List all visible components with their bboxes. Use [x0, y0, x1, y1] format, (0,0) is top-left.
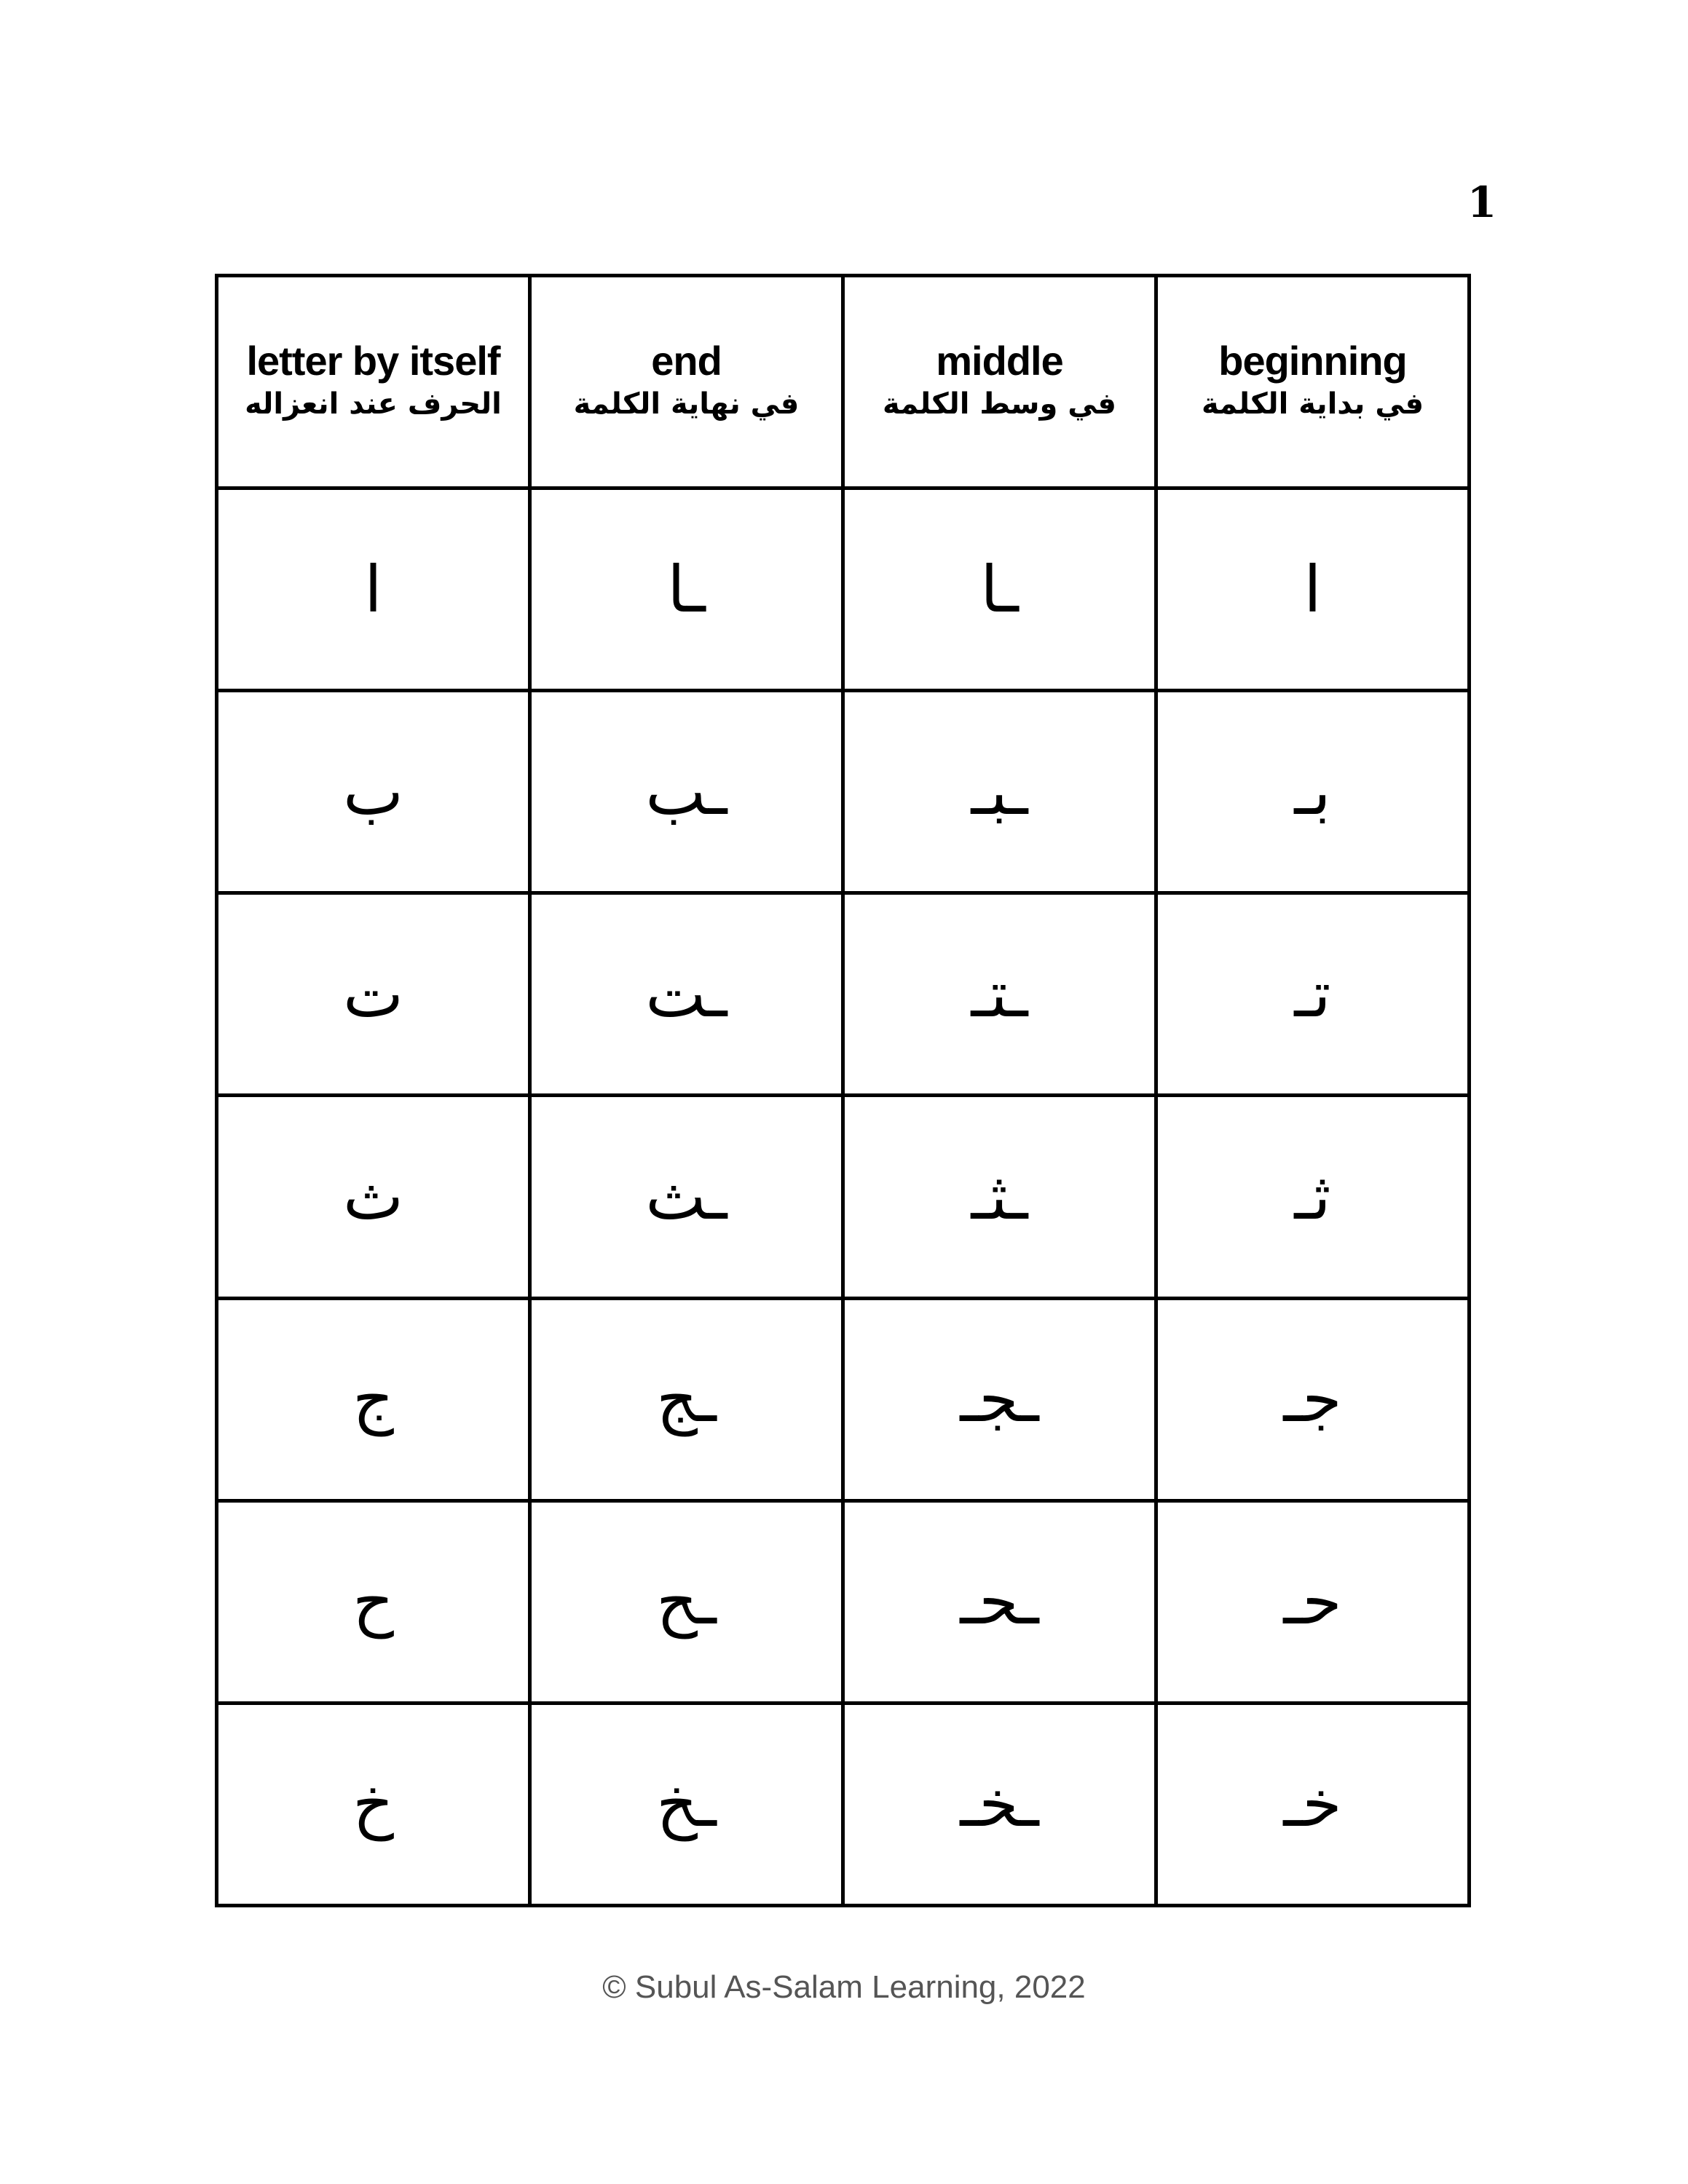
cell-isolated [217, 1298, 530, 1500]
letter-form: ت [343, 956, 403, 1032]
cell-beginning [1156, 893, 1470, 1096]
header-en: end [651, 337, 722, 384]
letter-form: ح [352, 1564, 394, 1639]
cell-beginning [1156, 1096, 1470, 1298]
letter-form: ج [352, 1361, 394, 1437]
header-ar: في وسط الكلمة [883, 387, 1116, 421]
cell-beginning [1156, 1703, 1470, 1905]
cell-isolated [217, 893, 530, 1096]
letter-form: ـخـ [960, 1766, 1039, 1842]
header-ar: في نهاية الكلمة [573, 387, 800, 421]
letter-form: ـحـ [960, 1564, 1039, 1639]
table-row-ha [217, 1500, 1470, 1703]
letter-form: بـ [1294, 753, 1331, 829]
header-ar: في بداية الكلمة [1201, 387, 1424, 421]
cell-middle [843, 1096, 1156, 1298]
cell-middle [843, 893, 1156, 1096]
letter-form: ـجـ [960, 1361, 1039, 1437]
header-en: letter by itself [246, 337, 500, 384]
letter-form: خـ [1283, 1766, 1342, 1842]
table-row-tha [217, 1096, 1470, 1298]
cell-end [530, 893, 843, 1096]
letter-form: ـخ [656, 1766, 717, 1842]
letter-form: خ [352, 1766, 394, 1842]
cell-isolated [217, 1500, 530, 1703]
cell-isolated [217, 1096, 530, 1298]
cell-end [530, 1096, 843, 1298]
header-beginning [1156, 276, 1470, 488]
letter-form: حـ [1283, 1564, 1342, 1639]
cell-beginning [1156, 1298, 1470, 1500]
table-row-alif [217, 488, 1470, 691]
letter-form: ـث [645, 1159, 727, 1234]
header-en: middle [936, 337, 1063, 384]
copyright-notice: © Subul As-Salam Learning, 2022 [602, 1969, 1086, 2005]
table-row-ta [217, 893, 1470, 1096]
cell-middle [843, 691, 1156, 893]
table-row-jim [217, 1298, 1470, 1500]
letter-form: ـتـ [971, 956, 1028, 1032]
header-en: beginning [1218, 337, 1407, 384]
cell-isolated [217, 488, 530, 691]
cell-end [530, 1298, 843, 1500]
header-ar: الحرف عند انعزاله [245, 387, 502, 421]
cell-isolated [217, 691, 530, 893]
letter-form: ـب [645, 753, 727, 829]
header-letter-by-itself [217, 276, 530, 488]
cell-end [530, 1703, 843, 1905]
letter-form: ـا [667, 551, 706, 627]
letter-form: ـا [980, 551, 1019, 627]
letter-form: ـح [656, 1564, 717, 1639]
cell-isolated [217, 1703, 530, 1905]
cell-beginning [1156, 1500, 1470, 1703]
table-row-kha [217, 1703, 1470, 1905]
cell-end [530, 488, 843, 691]
letter-forms-table [215, 274, 1471, 1907]
cell-beginning [1156, 691, 1470, 893]
table-header-row [217, 276, 1470, 488]
letter-form: ثـ [1294, 1159, 1331, 1234]
table-row-ba [217, 691, 1470, 893]
letter-form: ـبـ [971, 753, 1028, 829]
cell-middle [843, 1500, 1156, 1703]
header-middle [843, 276, 1156, 488]
cell-middle [843, 488, 1156, 691]
letter-form: ـت [645, 956, 727, 1032]
cell-beginning [1156, 488, 1470, 691]
page-number: 1 [1467, 178, 1497, 227]
letter-form: جـ [1283, 1361, 1342, 1437]
letter-form: ث [343, 1159, 403, 1234]
letter-form: تـ [1294, 956, 1331, 1032]
letter-form: ـج [656, 1361, 717, 1437]
header-end [530, 276, 843, 488]
letter-form: ا [1304, 551, 1322, 627]
cell-middle [843, 1703, 1156, 1905]
letter-form: ا [364, 551, 382, 627]
cell-end [530, 691, 843, 893]
letter-form: ـثـ [971, 1159, 1028, 1234]
letter-form: ب [343, 753, 403, 829]
cell-middle [843, 1298, 1156, 1500]
cell-end [530, 1500, 843, 1703]
